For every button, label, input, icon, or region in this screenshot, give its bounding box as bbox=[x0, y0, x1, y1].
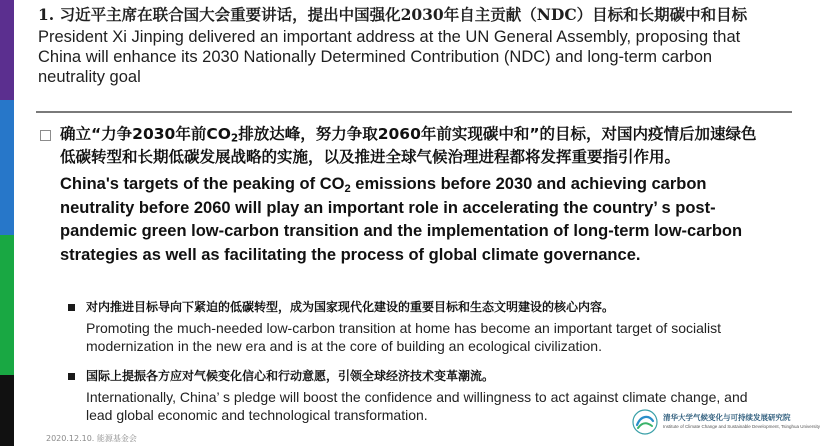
sub-point-cn: 对内推进目标导向下紧迫的低碳转型，成为国家现代化建设的重要目标和生态文明建设的核心内容。 bbox=[86, 300, 615, 314]
square-bullet-icon bbox=[68, 304, 75, 311]
slide-title-en: President Xi Jinping delivered an important address at the UN General Assembly, proposing that China will enhance its 2030 Nationally Determined Contribution (NDC) and long-term carbon neutrality goal bbox=[38, 28, 741, 86]
side-color-bar-black bbox=[0, 375, 14, 446]
footer-date: 2020.12.10. 能源基金会 bbox=[46, 434, 137, 443]
main-point bbox=[60, 123, 760, 267]
slide-title bbox=[38, 4, 778, 87]
sub-point-en: Promoting the much-needed low-carbon transition at home has become an important target of socialist modernization in the new era and is at the core of building an ecological civilization. bbox=[86, 320, 722, 354]
sub-point-cn: 国际上提振各方应对气候变化信心和行动意愿，引领全球经济技术变革潮流。 bbox=[86, 369, 495, 383]
institute-name-cn: 清华大学气候变化与可持续发展研究院 bbox=[663, 413, 791, 422]
main-point-en: China's targets of the peaking of $CO_2$ emissions before 2030 and achieving carbon neutrality before 2060 will play an important role in accelerating the country’ s post-pandemic green low-carbon transition and the implementation of long-term low-carbon strategies as well as facilitating the process of global climate governance. bbox=[60, 175, 743, 264]
hollow-square-bullet-icon bbox=[40, 130, 51, 141]
side-color-bar-green bbox=[0, 235, 14, 375]
square-bullet-icon bbox=[68, 373, 75, 380]
sub-point-en: Internationally, China’ s pledge will boost the confidence and willingness to act against climate change, and lead global economic and technological transformation. bbox=[86, 389, 748, 423]
institute-logo bbox=[632, 409, 820, 439]
title-divider bbox=[36, 111, 792, 113]
side-color-bar-purple bbox=[0, 0, 14, 100]
main-point-cn: 确立“力争2030年前$CO_2$排放达峰，努力争取2060年前实现碳中和”的目标，对国内疫情后加速绿色低碳转型和长期低碳发展战略的实施，以及推进全球气候治理进程都将发挥重要指引作用。 bbox=[60, 125, 757, 166]
institute-emblem-icon bbox=[632, 409, 658, 435]
institute-name-en: Institute of Climate Change and Sustainable Development, Tsinghua University bbox=[663, 424, 820, 429]
side-color-bar-blue bbox=[0, 100, 14, 235]
slide-title-cn: 1. 习近平主席在联合国大会重要讲话，提出中国强化2030年自主贡献（NDC）目标和长期碳中和目标 bbox=[38, 5, 748, 24]
sub-point bbox=[86, 299, 766, 355]
